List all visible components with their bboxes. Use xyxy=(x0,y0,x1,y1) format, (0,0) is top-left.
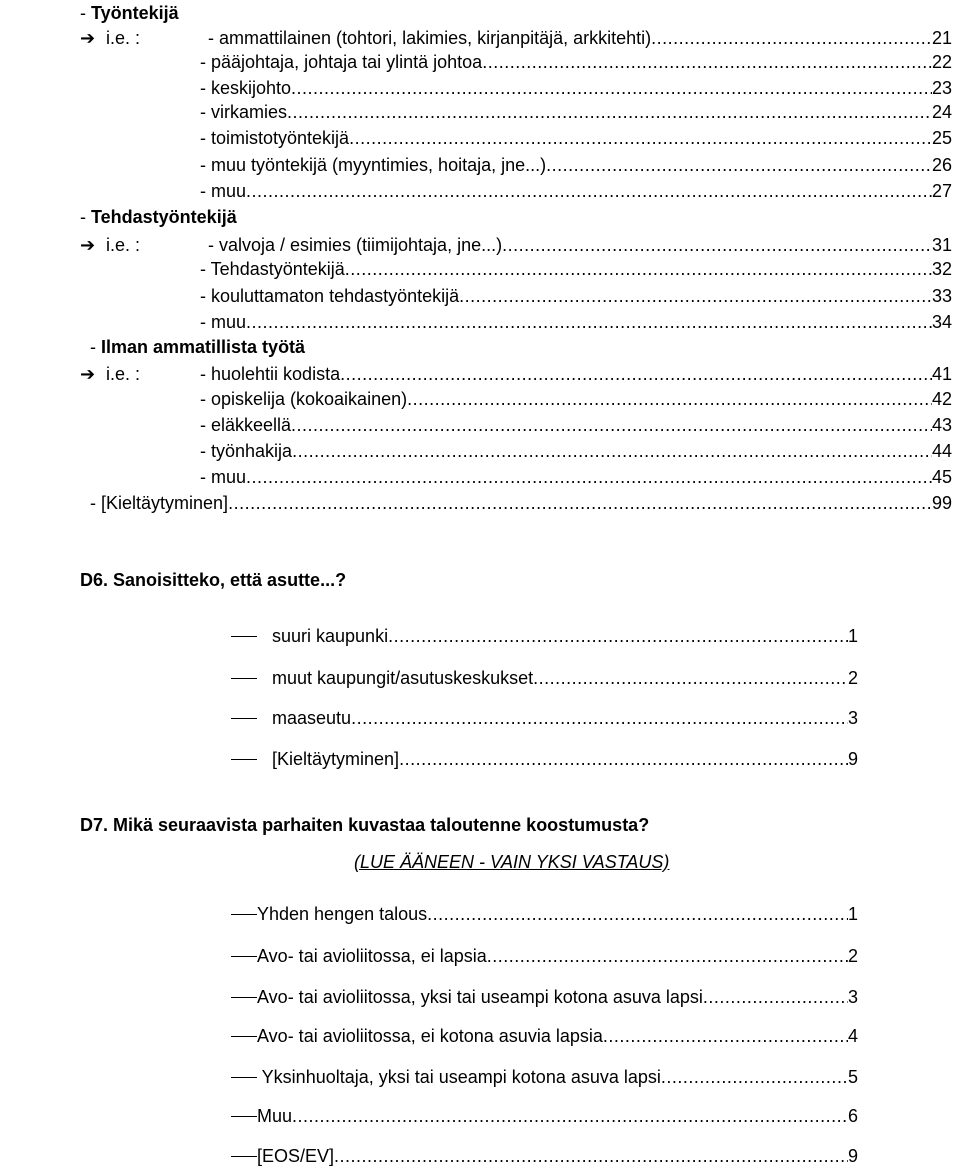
option-item: maaseutu ..... 3 xyxy=(272,706,858,730)
option-dash xyxy=(231,914,257,915)
list-item: - työnhakija ..... 44 xyxy=(200,439,952,463)
group-heading-text: Ilman ammatillista työtä xyxy=(101,337,306,357)
option-dash xyxy=(231,1036,257,1037)
option-item: muut kaupungit/asutuskeskukset ..... 2 xyxy=(272,666,858,690)
option-dash xyxy=(231,678,257,679)
ie-label: i.e. : xyxy=(106,28,141,48)
ie-label: i.e. : xyxy=(106,364,141,384)
option-dash xyxy=(231,718,257,719)
group-heading-text: Tehdastyöntekijä xyxy=(91,207,237,227)
arrow-right-icon: ➔ xyxy=(80,364,96,384)
list-item: - valvoja / esimies (tiimijohtaja, jne...) ..... 31 xyxy=(208,233,952,257)
list-item: - opiskelija (kokoaikainen) ..... 42 xyxy=(200,387,952,411)
option-item: [Kieltäytyminen] ..... 9 xyxy=(272,747,858,771)
dash: - xyxy=(90,337,101,357)
list-item: - toimistotyöntekijä ..... 25 xyxy=(200,126,952,150)
dash: - xyxy=(80,3,91,23)
list-item: - keskijohto ..... 23 xyxy=(200,76,952,100)
list-item: - kouluttamaton tehdastyöntekijä ..... 33 xyxy=(200,284,952,308)
option-item: Avo- tai avioliitossa, yksi tai useampi kotona asuva lapsi ..... 3 xyxy=(257,985,858,1009)
list-item-refusal: - [Kieltäytyminen] ..... 99 xyxy=(90,491,952,515)
group-heading xyxy=(90,335,390,359)
group-heading xyxy=(80,205,380,229)
list-item: - muu ..... 45 xyxy=(200,465,952,489)
group-heading-text: Työntekijä xyxy=(91,3,179,23)
ie-label: i.e. : xyxy=(106,235,141,255)
ie-marker xyxy=(80,233,200,257)
list-item: - virkamies ..... 24 xyxy=(200,100,952,124)
option-item: Yksinhuoltaja, yksi tai useampi kotona asuva lapsi ..... 5 xyxy=(257,1065,858,1089)
list-item: - muu työntekijä (myyntimies, hoitaja, jne...) ..... 26 xyxy=(200,153,952,177)
list-item: - Tehdastyöntekijä ..... 32 xyxy=(200,257,952,281)
option-item: Muu ..... 6 xyxy=(257,1104,858,1128)
option-item: [EOS/EV] ..... 9 xyxy=(257,1144,858,1168)
option-dash xyxy=(231,636,257,637)
list-item: - muu ..... 34 xyxy=(200,310,952,334)
list-item: - ammattilainen (tohtori, lakimies, kirjanpitäjä, arkkitehti) ..... 21 xyxy=(208,26,952,50)
option-item: Yhden hengen talous ..... 1 xyxy=(257,902,858,926)
list-item: - huolehtii kodista ..... 41 xyxy=(200,362,952,386)
option-dash xyxy=(231,1116,257,1117)
list-item: - eläkkeellä ..... 43 xyxy=(200,413,952,437)
list-item: - pääjohtaja, johtaja tai ylintä johtoa ..... 22 xyxy=(200,50,952,74)
reading-instruction: (LUE ÄÄNEEN - VAIN YKSI VASTAUS) xyxy=(354,852,670,872)
option-dash xyxy=(231,997,257,998)
option-item: Avo- tai avioliitossa, ei lapsia ..... 2 xyxy=(257,944,858,968)
list-item: - muu ..... 27 xyxy=(200,179,952,203)
option-dash xyxy=(231,1077,257,1078)
question-d6: D6. Sanoisitteko, että asutte...? xyxy=(80,570,347,590)
dash: - xyxy=(80,207,91,227)
question-d7: D7. Mikä seuraavista parhaiten kuvastaa taloutenne koostumusta? xyxy=(80,815,650,835)
arrow-right-icon: ➔ xyxy=(80,235,96,255)
option-dash xyxy=(231,759,257,760)
option-dash xyxy=(231,956,257,957)
ie-marker xyxy=(80,26,200,50)
arrow-right-icon: ➔ xyxy=(80,28,96,48)
group-heading xyxy=(80,1,280,25)
option-dash xyxy=(231,1156,257,1157)
option-item: Avo- tai avioliitossa, ei kotona asuvia lapsia ..... 4 xyxy=(257,1024,858,1048)
ie-marker xyxy=(80,362,200,386)
option-item: suuri kaupunki ..... 1 xyxy=(272,624,858,648)
